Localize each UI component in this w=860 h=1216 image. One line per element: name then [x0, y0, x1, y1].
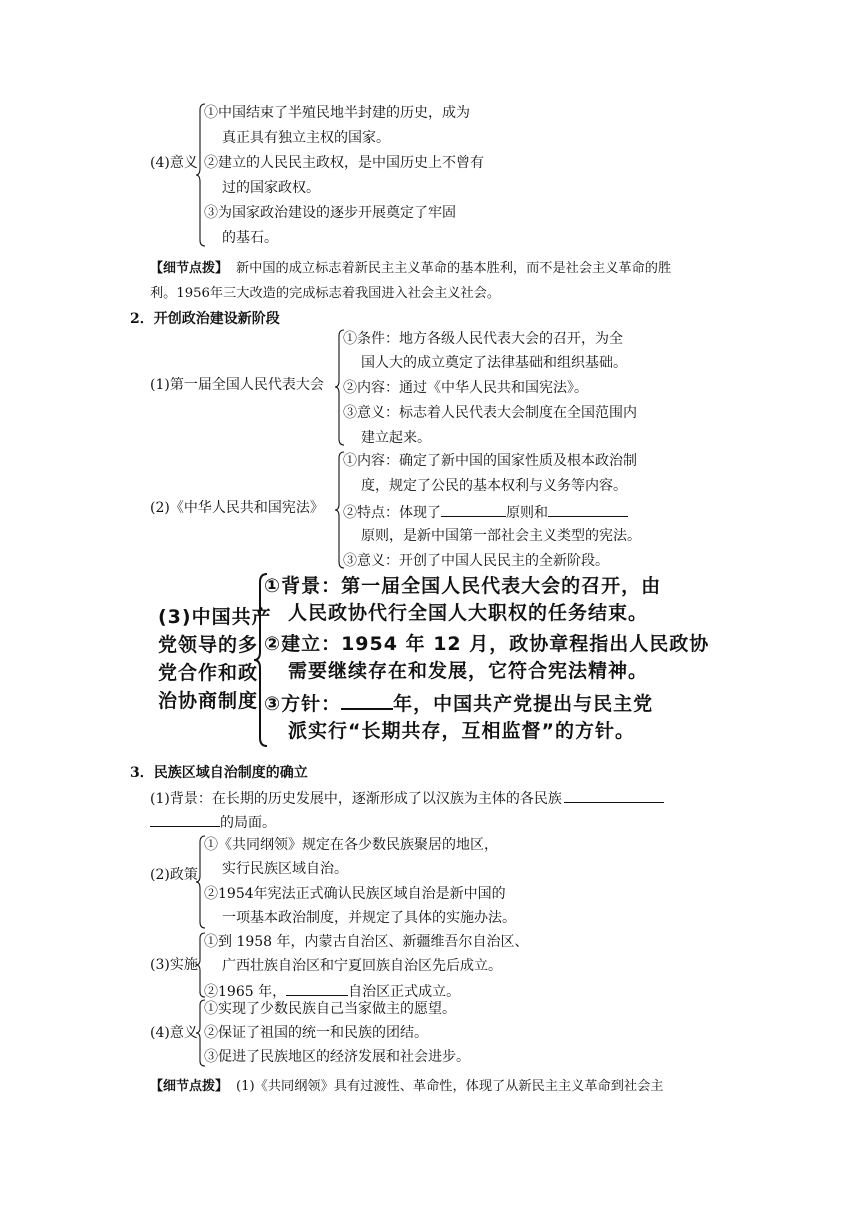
s3-p2-label: (2)政策 — [150, 867, 198, 883]
s2-p3-item-3-cont: 派实行“长期共存，互相监督”的方针。 — [288, 720, 635, 742]
s2-p3-item-2: ②建立：1954 年 12 月，政协章程指出人民政协 — [264, 633, 710, 655]
s2-p2-item-1: ①内容：确定了新中国的国家性质及根本政治制 — [343, 453, 637, 469]
s2-p3-item-3 — [264, 690, 653, 716]
s2-p2-item-1-cont: 度，规定了公民的基本权利与义务等内容。 — [361, 478, 627, 494]
s2-p3-label-line3: 党合作和政 — [158, 662, 259, 684]
s1-p4-item-2-cont: 过的国家政权。 — [222, 180, 320, 196]
s3-p1-line2 — [150, 812, 276, 832]
s3-p1-line1 — [150, 788, 664, 808]
s1-p4-item-3-cont: 的基石。 — [222, 230, 278, 246]
s3-p2-item-1: ①《共同纲领》规定在各少数民族聚居的地区， — [204, 837, 498, 853]
s2-p2-label: (2)《中华人民共和国宪法》 — [150, 500, 324, 516]
s2-p1-label: (1)第一届全国人民代表大会 — [150, 377, 324, 393]
s2-p1-item-3-cont: 建立起来。 — [361, 430, 431, 446]
brace-icon — [254, 574, 268, 746]
s3-p1-line2-text: 的局面。 — [220, 815, 276, 831]
s1-p4-item-1: ①中国结束了半殖民地半封建的历史，成为 — [204, 105, 470, 121]
s3-p3-item-2 — [204, 981, 460, 1001]
s2-p1-item-1-cont: 国人大的成立奠定了法律基础和组织基础。 — [361, 355, 627, 371]
s3-p2-item-1-cont: 实行民族区域自治。 — [222, 861, 348, 877]
s2-p2-item-3: ③意义：开创了中国人民民主的全新阶段。 — [343, 553, 609, 569]
s3-p2-item-2-cont: 一项基本政治制度，并规定了具体的实施办法。 — [222, 910, 516, 926]
tip-text-line1: (1)《共同纲领》具有过渡性、革命性，体现了从新民主主义革命到社会主 — [236, 1079, 664, 1094]
s2-p1-item-1: ①条件：地方各级人民代表大会的召开，为全 — [343, 331, 623, 347]
tip-text-line2: 利。1956年三大改造的完成标志着我国进入社会主义社会。 — [150, 286, 501, 301]
s2-p2-item-2 — [343, 502, 628, 522]
tip-tag: 【细节点拨】 — [150, 1079, 229, 1094]
s2-p1-item-3: ③意义：标志着人民代表大会制度在全国范围内 — [343, 405, 637, 421]
s3-p4-item-3: ③促进了民族地区的经济发展和社会进步。 — [204, 1049, 470, 1065]
s3-p4-item-2: ②保证了祖国的统一和民族的团结。 — [204, 1025, 428, 1041]
s3-p3-item-2-text-a: ②1965 年， — [204, 984, 287, 1000]
fill-blank[interactable] — [150, 812, 220, 827]
s1-p4-item-3: ③为国家政治建设的逐步开展奠定了牢固 — [204, 205, 456, 221]
s1-p4-item-2: ②建立的人民民主政权，是中国历史上不曾有 — [204, 155, 484, 171]
scanned-figure — [150, 570, 710, 750]
s3-p4-item-1: ①实现了少数民族自己当家做主的愿望。 — [204, 1001, 456, 1017]
s2-p3-label-line1: (3)中国共产 — [158, 606, 272, 628]
fill-blank[interactable] — [286, 981, 348, 996]
s1-p4-item-1-cont: 真正具有独立主权的国家。 — [222, 130, 390, 146]
s2-p2-item-2-cont: 原则，是新中国第一部社会主义类型的宪法。 — [361, 528, 641, 544]
s2-p3-item-2-cont: 需要继续存在和发展，它符合宪法精神。 — [288, 660, 649, 682]
s2-p2-item-2-text-a: ②特点：体现了 — [343, 505, 441, 521]
s2-p3-item-3-text-a: ③方针： — [264, 693, 342, 715]
s1-p4-label: (4)意义 — [150, 155, 198, 171]
s2-p3-label-line2: 党领导的多 — [158, 634, 259, 656]
s2-p3-label-line4: 治协商制度 — [158, 690, 259, 712]
fill-blank[interactable] — [548, 502, 628, 517]
tip-tag: 【细节点拨】 — [150, 261, 229, 276]
s3-p4-label: (4)意义 — [150, 1025, 198, 1041]
s3-p2-item-2: ②1954年宪法正式确认民族区域自治是新中国的 — [204, 886, 506, 902]
tip-text-line1: 新中国的成立标志着新民主主义革命的基本胜利，而不是社会主义革命的胜 — [236, 261, 672, 276]
s2-p3-item-1: ①背景：第一届全国人民代表大会的召开，由 — [264, 575, 662, 597]
fill-blank[interactable] — [341, 690, 393, 710]
s3-p3-item-1-cont: 广西壮族自治区和宁夏回族自治区先后成立。 — [222, 958, 502, 974]
s2-p3-item-1-cont: 人民政协代行全国人大职权的任务结束。 — [288, 602, 649, 624]
brace-icon — [196, 104, 206, 246]
section-3-heading: 3．民族区域自治制度的确立 — [130, 765, 308, 781]
section-2-heading: 2．开创政治建设新阶段 — [130, 311, 280, 327]
fill-blank[interactable] — [564, 788, 664, 803]
fill-blank[interactable] — [441, 502, 506, 517]
s2-p3-item-3-text-b: 年，中国共产党提出与民主党 — [393, 693, 654, 715]
s3-p1-line1-text: (1)背景：在长期的历史发展中，逐渐形成了以汉族为主体的各民族 — [150, 791, 562, 807]
s2-p2-item-2-text-b: 原则和 — [506, 505, 548, 521]
s3-p3-label: (3)实施 — [150, 957, 198, 973]
s3-p3-item-2-text-b: 自治区正式成立。 — [348, 984, 461, 1000]
s3-p3-item-1: ①到 1958 年，内蒙古自治区、新疆维吾尔自治区、 — [204, 934, 529, 950]
s2-p1-item-2: ②内容：通过《中华人民共和国宪法》。 — [343, 380, 588, 396]
